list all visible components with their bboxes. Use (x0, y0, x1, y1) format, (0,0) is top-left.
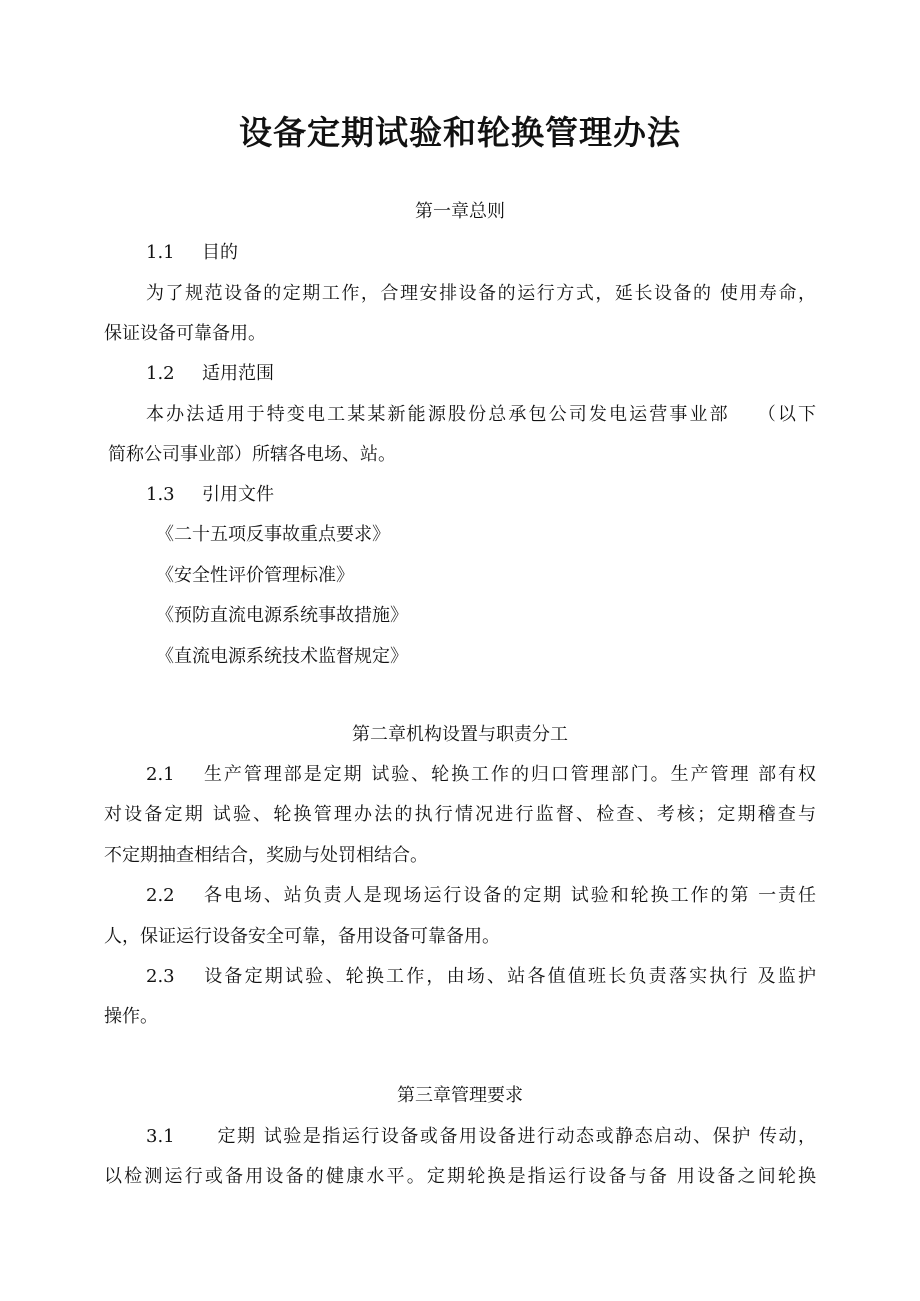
section-number: 1.1 (146, 242, 175, 263)
section-title: 目的 (202, 242, 238, 263)
reference-item: 《二十五项反事故重点要求》 (156, 524, 390, 545)
section-text: 设备定期试验、轮换工作，由场、站各值值班长负责落实执行 及监护 (202, 966, 816, 987)
section-title: 引用文件 (202, 484, 274, 505)
paragraph-line: 人，保证运行设备安全可靠，备用设备可靠备用。 (104, 926, 500, 947)
section-text: 定期 试验是指运行设备或备用设备进行动态或静态启动、保护 传动， (216, 1126, 816, 1147)
section-text: 生产管理部是定期 试验、轮换工作的归口管理部门。生产管理 部有权 (202, 764, 816, 785)
chapter-2-heading: 第二章机构设置与职责分工 (352, 724, 568, 745)
paragraph-line: 保证设备可靠备用。 (104, 323, 266, 344)
paragraph-line: 为了规范设备的定期工作，合理安排设备的运行方式，延长设备的 使用寿命， (146, 283, 816, 304)
section-1-2-heading (146, 362, 274, 386)
paragraph-line: 以检测运行或备用设备的健康水平。定期轮换是指运行设备与备 用设备之间轮换 (104, 1166, 816, 1187)
paragraph-line: 操作。 (104, 1006, 158, 1027)
section-1-3-heading (146, 483, 274, 507)
chapter-1-heading: 第一章总则 (415, 201, 505, 222)
section-number: 1.2 (146, 363, 175, 384)
section-text: 各电场、站负责人是现场运行设备的定期 试验和轮换工作的第 一责任 (202, 885, 816, 906)
section-number: 2.1 (146, 764, 175, 785)
reference-item: 《直流电源系统技术监督规定》 (156, 646, 408, 667)
section-number: 2.3 (146, 966, 175, 987)
chapter-3-heading: 第三章管理要求 (397, 1085, 523, 1106)
paragraph-line (146, 884, 816, 908)
section-1-1-heading (146, 241, 238, 265)
reference-item: 《安全性评价管理标准》 (156, 565, 354, 586)
paragraph-line: 不定期抽查相结合，奖励与处罚相结合。 (104, 845, 428, 866)
document-title: 设备定期试验和轮换管理办法 (239, 113, 681, 152)
reference-item: 《预防直流电源系统事故措施》 (156, 605, 408, 626)
paragraph-line (146, 1125, 816, 1149)
paragraph-line: 对设备定期 试验、轮换管理办法的执行情况进行监督、检查、考核；定期稽查与 (104, 804, 816, 825)
section-number: 2.2 (146, 885, 175, 906)
section-number: 3.1 (146, 1126, 175, 1147)
section-number: 1.3 (146, 484, 175, 505)
paragraph-line: 本办法适用于特变电工某某新能源股份总承包公司发电运营事业部 （以下 (146, 404, 816, 425)
paragraph-line (146, 763, 816, 787)
paragraph-line: 简称公司事业部）所辖各电场、站。 (108, 444, 396, 465)
paragraph-line (146, 965, 816, 989)
section-title: 适用范围 (202, 363, 274, 384)
